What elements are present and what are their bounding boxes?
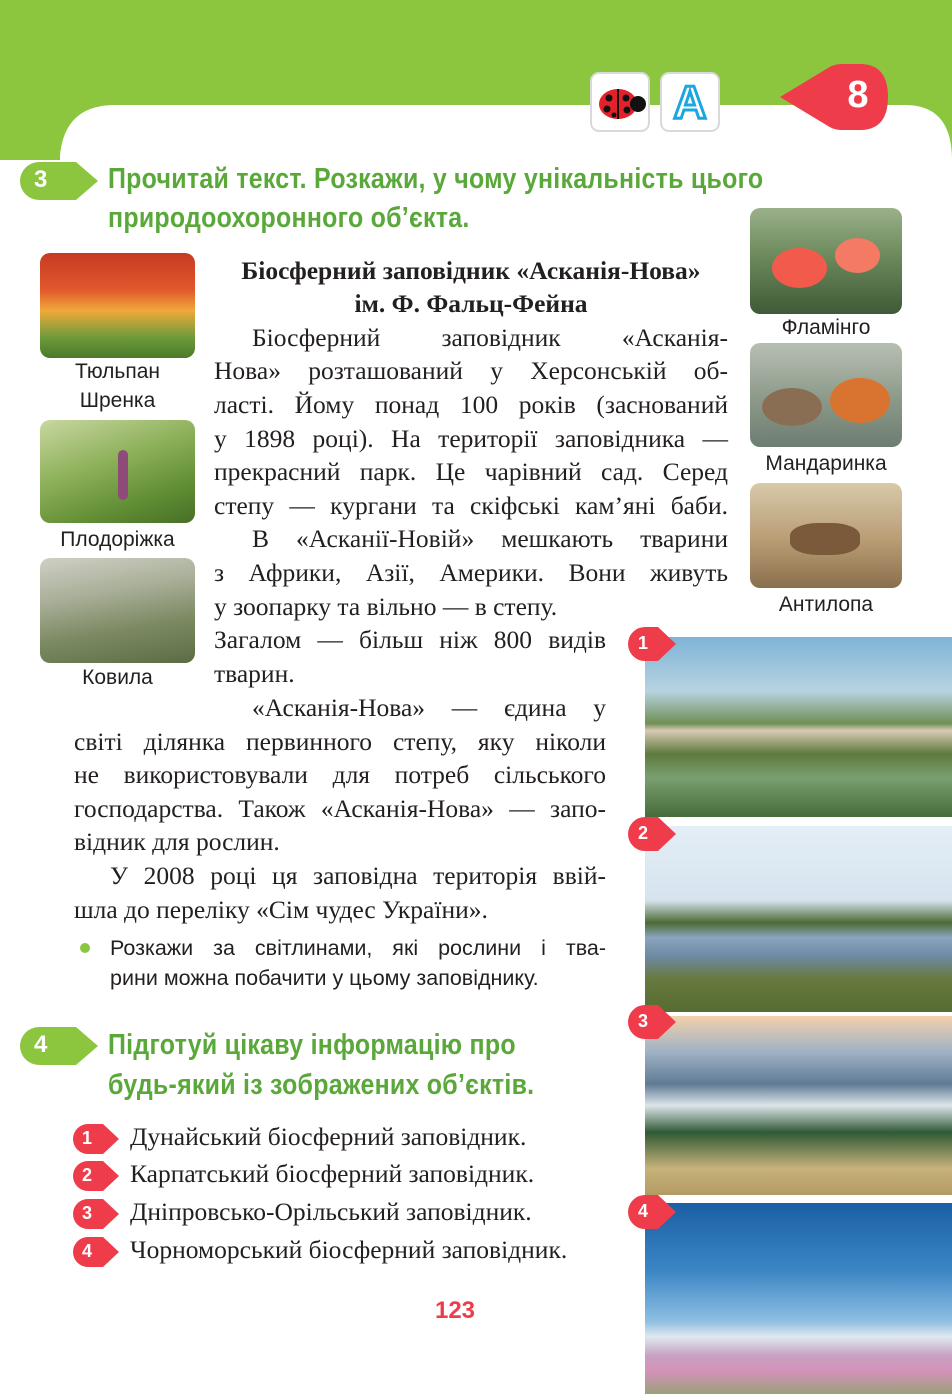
tulip-caption-line2: Шренка [79,389,156,412]
bullet-line1: Розкажи за світлинами, які рослини і тва- [110,936,606,960]
article-line-7: В «Асканії-Новій» мешкають тварини [252,524,728,553]
article-line-15: господарства. Також «Асканія-Нова» — запо- [74,794,606,823]
flamingo-caption: Фламінго [781,316,871,339]
list-marker-1 [73,1124,119,1154]
landscape-photo-4 [645,1203,952,1394]
list-marker-4 [73,1237,119,1267]
article-line-4: у 1898 році). На території заповідника — [214,424,728,453]
landscape-photo-3 [645,1016,952,1195]
article-title-line2: ім. Ф. Фальц-Фейна [354,289,588,318]
letter-badge [660,72,720,132]
feather-grass-photo [40,558,195,663]
article-line-8: з Африки, Азії, Америки. Вони живуть [214,558,728,587]
list-item-1: Дунайський біосферний заповідник. [130,1122,527,1151]
list-marker-2 [73,1161,119,1191]
article-line-9: у зоопарку та вільно — в степу. [214,592,558,621]
orchid-caption: Плодоріжка [60,528,175,551]
list-item-3: Дніпровсько-Орільський заповідник. [130,1197,532,1226]
list-marker-4-label: 4 [82,1241,93,1261]
landscape-marker-4-label: 4 [638,1201,649,1221]
bullet-dot [80,943,90,953]
task3-marker [20,162,98,200]
article-line-10: Загалом — більш ніж 800 видів [214,625,606,654]
task4-marker [20,1027,98,1065]
chapter-number: 8 [847,74,869,116]
antelope-photo [750,483,902,588]
landscape-marker-3-label: 3 [638,1011,649,1031]
flamingo-photo [750,208,902,314]
feather-grass-caption: Ковила [82,666,153,689]
letter-a: A [673,76,707,128]
orchid-photo [40,420,195,523]
tulip-caption-line1: Тюльпан [74,360,161,383]
article-line-17: У 2008 році ця заповідна територія ввій- [110,861,606,890]
landscape-photo-2 [645,826,952,1012]
list-marker-3-label: 3 [82,1203,93,1223]
task4-heading-line1: Підготуй цікаву інформацію про [108,1029,516,1061]
task4-heading-line2: будь-який із зображених об’єктів. [108,1069,535,1101]
landscape-marker-2 [628,817,676,851]
antelope-caption: Антилопа [778,593,874,616]
article-line-18: шла до переліку «Сім чудес України». [74,895,488,924]
tulip-photo [40,253,195,358]
task3-number: 3 [34,166,48,193]
bullet-line2: рини можна побачити у цьому заповіднику. [110,966,539,990]
article-line-3: ласті. Йому понад 100 років (заснований [214,390,728,419]
article-line-6: степу — кургани та скіфські кам’яні баби. [214,491,728,520]
list-marker-2-label: 2 [82,1165,93,1185]
landscape-marker-1 [628,627,676,661]
task3-heading-line1: Прочитай текст. Розкажи, у чому унікальність цього [108,163,764,195]
article-line-14: не використовували для потреб сільського [74,760,606,789]
ladybug-badge [590,72,650,132]
article-line-2: Нова» розташований у Херсонській об- [214,356,728,385]
mandarin-duck-photo [750,343,902,447]
landscape-marker-2-label: 2 [638,823,649,843]
ladybug-icon [592,74,648,130]
mandarin-duck-caption: Мандаринка [765,452,887,475]
landscape-marker-4 [628,1195,676,1229]
list-item-2: Карпатський біосферний заповідник. [130,1159,535,1188]
article-line-11: тварин. [214,659,295,688]
landscape-photo-1 [645,637,952,817]
article-line-13: світі ділянка первинного степу, яку ніколи [74,727,606,756]
list-marker-3 [73,1199,119,1229]
article-line-12: «Асканія-Нова» — єдина у [252,693,606,722]
article-line-16: відник для рослин. [74,827,280,856]
landscape-marker-3 [628,1005,676,1039]
list-item-4: Чорноморський біосферний заповідник. [130,1235,568,1264]
page-number: 123 [434,1297,476,1324]
task3-heading-line2: природоохоронного об’єкта. [108,202,470,234]
list-marker-1-label: 1 [82,1128,93,1148]
landscape-marker-1-label: 1 [638,633,649,653]
task4-number: 4 [34,1031,48,1058]
article-title-line1: Біосферний заповідник «Асканія-Нова» [241,256,701,285]
article-line-1: Біосферний заповідник «Асканія- [252,323,728,352]
article-line-5: прекрасний парк. Це чарівний сад. Серед [214,457,728,486]
